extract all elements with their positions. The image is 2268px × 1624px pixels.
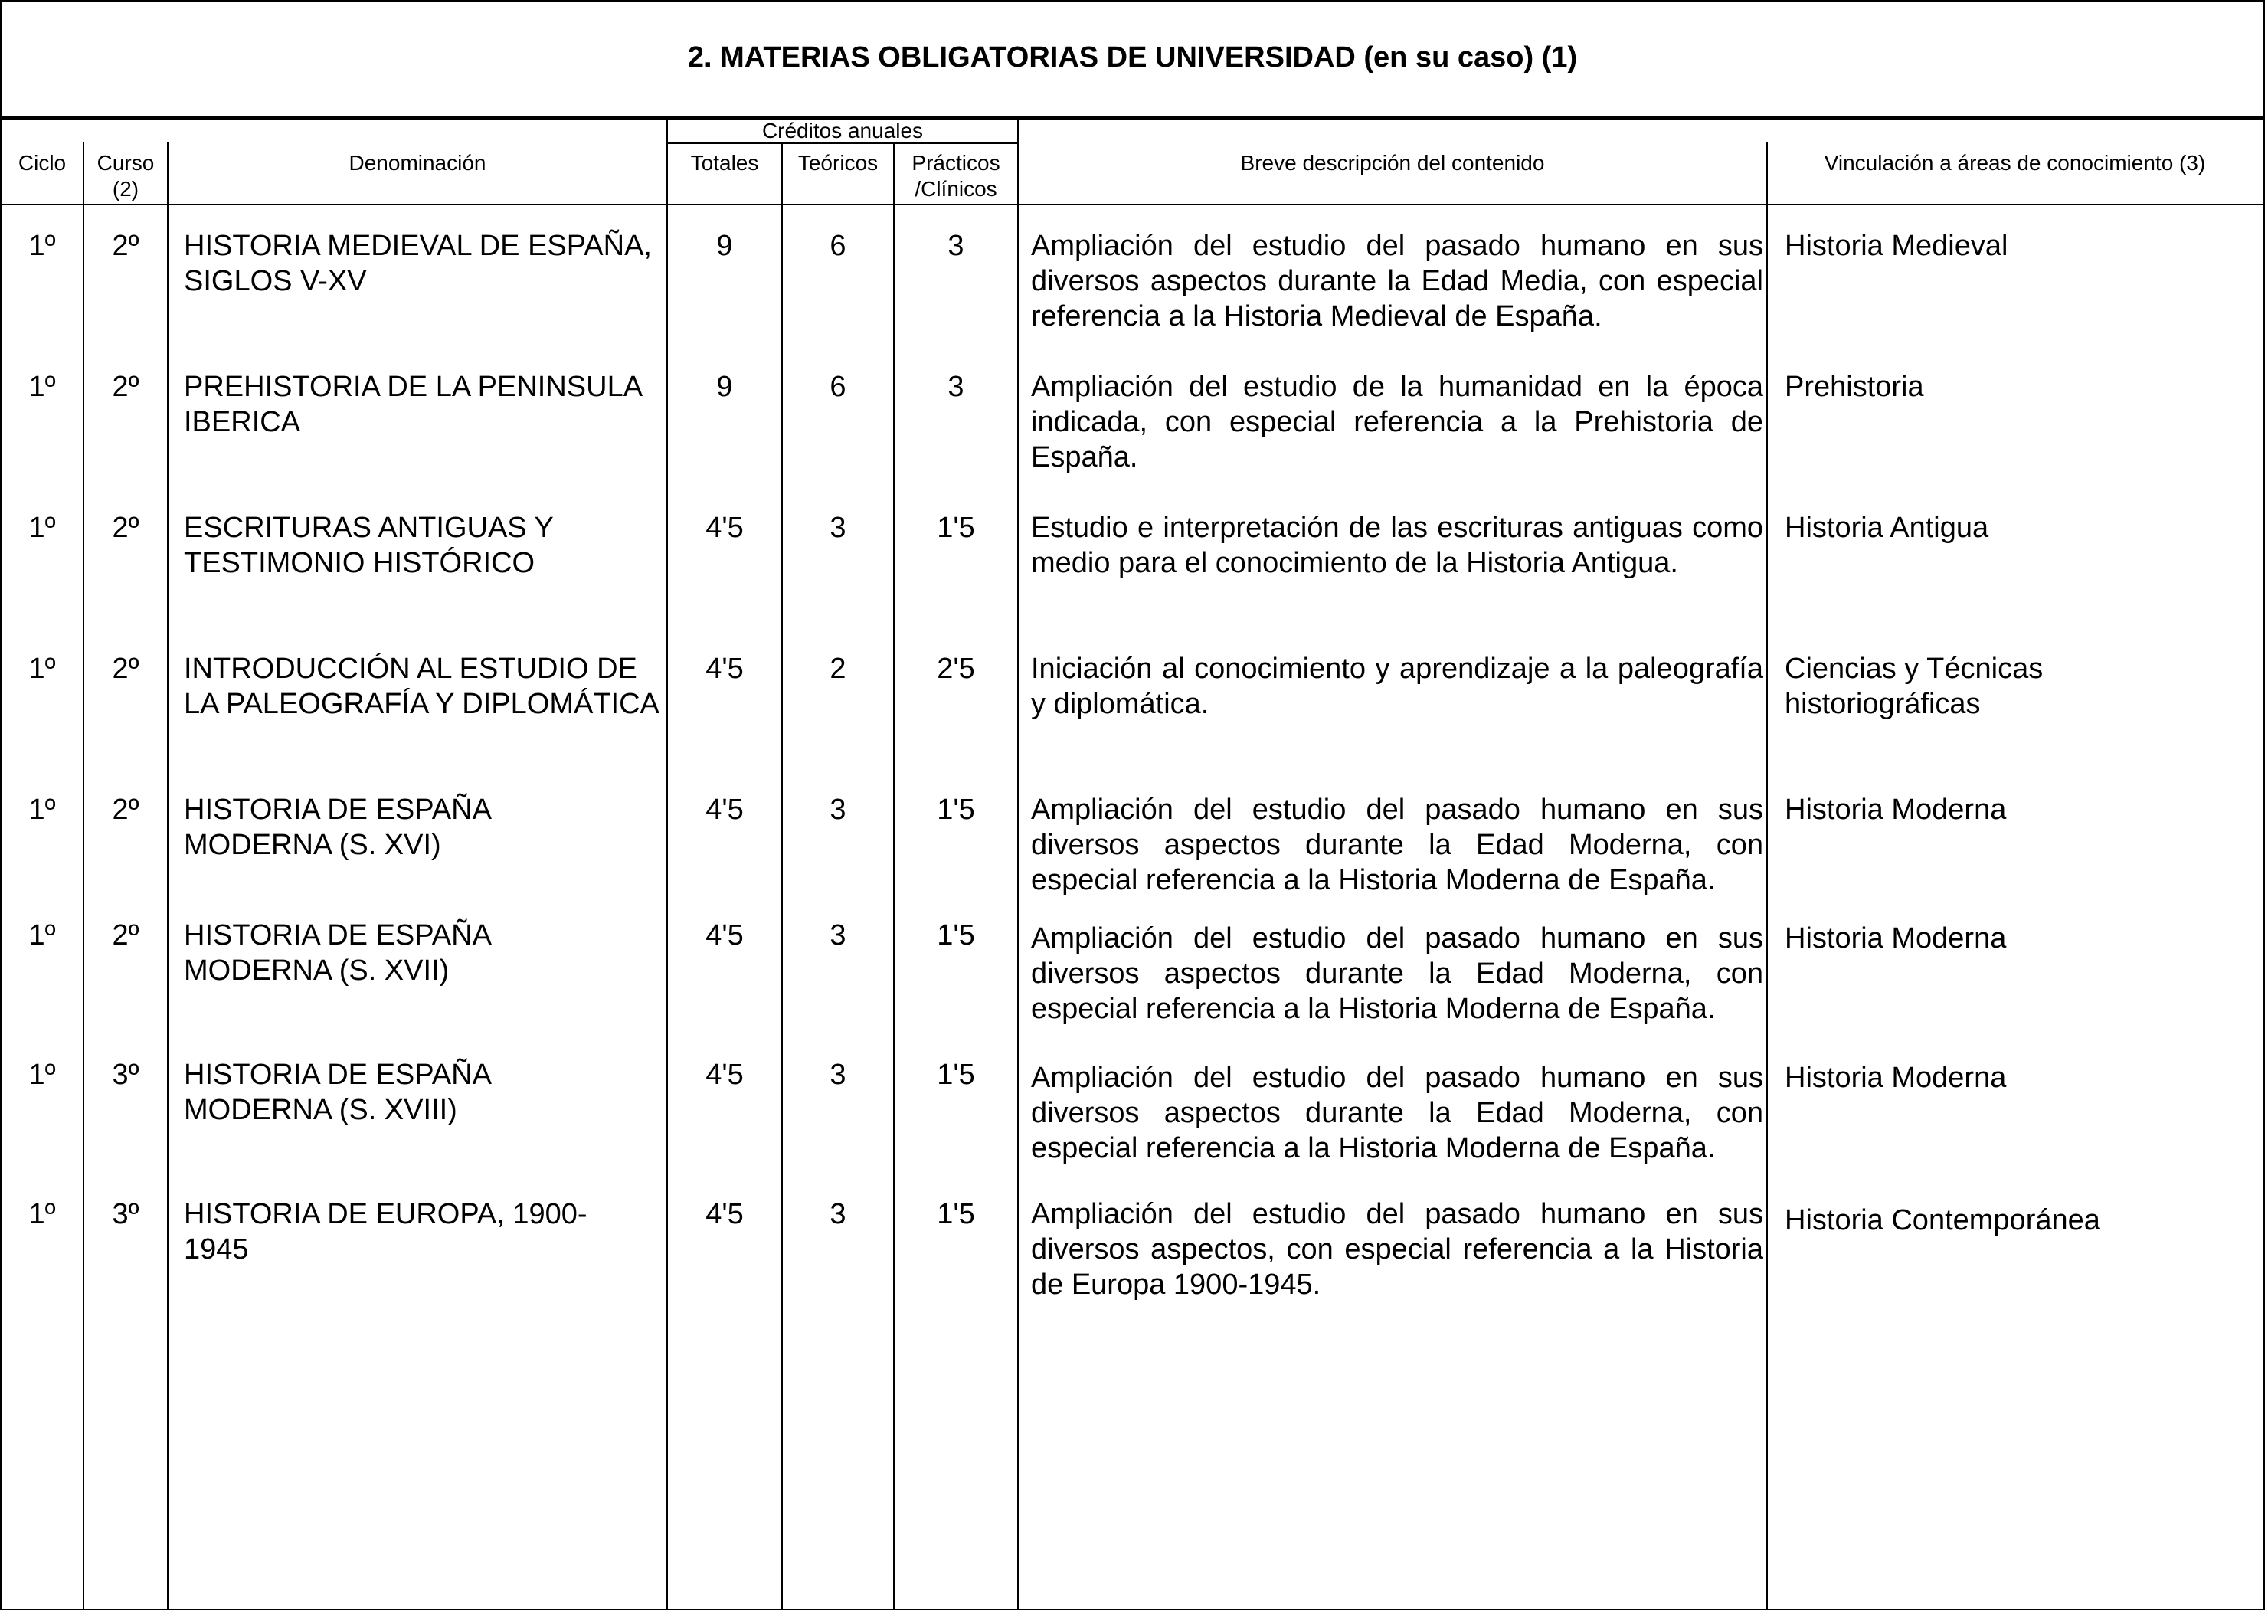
row-5-curso: 2º [112,919,139,951]
row-7-area: Historia Contemporánea [1785,1204,2100,1236]
row-0-curso: 2º [112,230,139,262]
row-6-teoricos: 3 [830,1059,846,1091]
row-2-denominacion: ESCRITURAS ANTIGUAS Y TESTIMONIO HISTÓRICO [184,512,554,579]
row-0-teoricos: 6 [830,230,846,262]
header-practicos-label: Prácticos [911,151,1000,175]
row-2-curso: 2º [112,512,139,544]
row-6-area: Historia Moderna [1785,1062,2007,1094]
row-2-descripcion: Estudio e interpretación de las escrituras antiguas como medio para el conocimiento de la Historia Antigua. [1031,512,1763,579]
row-2-ciclo: 1º [28,512,56,544]
row-5-teoricos: 3 [830,919,846,951]
col-line-descripcion [1766,142,1768,1610]
row-1-teoricos: 6 [830,371,846,403]
row-1-descripcion: Ampliación del estudio de la humanidad en la época indicada, con especial referencia a la Prehistoria de España. [1031,371,1763,473]
row-4-totales: 4'5 [705,794,744,826]
row-7-curso: 3º [112,1198,139,1230]
row-6-denominacion: HISTORIA DE ESPAÑA MODERNA (S. XVIII) [184,1059,490,1126]
row-1-practicos: 3 [947,371,964,403]
row-4-curso: 2º [112,794,139,826]
row-5-denominacion: HISTORIA DE ESPAÑA MODERNA (S. XVII) [184,919,490,987]
row-3-teoricos: 2 [830,653,846,685]
row-3-totales: 4'5 [705,653,744,685]
row-4-ciclo: 1º [28,794,56,826]
header-teoricos: Teóricos [797,151,879,175]
row-3-descripcion: Iniciación al conocimiento y aprendizaje a la paleografía y diplomática. [1031,653,1763,720]
header-curso-label: Curso [97,151,155,175]
row-4-area: Historia Moderna [1785,794,2007,826]
title-box [2,2,2263,118]
row-4-descripcion: Ampliación del estudio del pasado humano en sus diversos aspectos durante la Edad Moderna, con especial referencia a la Historia Moderna de España. [1031,794,1763,896]
row-0-practicos: 3 [947,230,964,262]
row-6-curso: 3º [112,1059,139,1091]
row-5-totales: 4'5 [705,919,744,951]
row-1-totales: 9 [716,371,733,403]
page-title: 2. MATERIAS OBLIGATORIAS DE UNIVERSIDAD (en su caso) (1) [687,41,1578,74]
row-1-ciclo: 1º [28,371,56,403]
row-1-curso: 2º [112,371,139,403]
header-curso-note: (2) [112,177,139,201]
row-7-descripcion: Ampliación del estudio del pasado humano en sus diversos aspectos, con especial referencia a la Historia de Europa 1900-1945. [1031,1198,1763,1301]
header-totales: Totales [690,151,759,175]
row-7-denominacion: HISTORIA DE EUROPA, 1900-1945 [184,1198,587,1265]
row-0-area: Historia Medieval [1785,230,2008,262]
row-6-totales: 4'5 [705,1059,744,1091]
col-line-teoricos [893,142,895,1610]
row-4-denominacion: HISTORIA DE ESPAÑA MODERNA (S. XVI) [184,794,490,861]
row-7-practicos: 1'5 [937,1198,975,1230]
row-2-area: Historia Antigua [1785,512,1989,544]
row-3-ciclo: 1º [28,653,56,685]
row-0-descripcion: Ampliación del estudio del pasado humano en sus diversos aspectos durante la Edad Media, con especial referencia a la Historia Medieval de España. [1031,230,1763,332]
header-vinculacion: Vinculación a áreas de conocimiento (3) [1824,151,2206,175]
row-3-area: Ciencias y Técnicas historiográficas [1785,653,2044,720]
row-0-denominacion: HISTORIA MEDIEVAL DE ESPAÑA, SIGLOS V-XV [184,230,652,297]
row-2-teoricos: 3 [830,512,846,544]
col-line-denominacion [666,118,668,1610]
row-2-totales: 4'5 [705,512,744,544]
header-practicos [895,150,1017,202]
col-line-practicos [1017,118,1019,1610]
header-curso [84,150,167,202]
header-top-rule [0,118,2265,120]
col-line-ciclo [83,142,84,1610]
row-5-ciclo: 1º [28,919,56,951]
row-6-descripcion: Ampliación del estudio del pasado humano en sus diversos aspectos durante la Edad Moderna, con especial referencia a la Historia Moderna de España. [1031,1062,1763,1164]
row-2-practicos: 1'5 [937,512,975,544]
header-clinicos-label: /Clínicos [915,177,997,201]
header-denominacion: Denominación [349,151,486,175]
col-line-totales [781,142,783,1610]
row-3-curso: 2º [112,653,139,685]
row-1-area: Prehistoria [1785,371,1924,403]
row-1-denominacion: PREHISTORIA DE LA PENINSULA IBERICA [184,371,641,438]
row-0-totales: 9 [716,230,733,262]
header-descripcion: Breve descripción del contenido [1240,151,1545,175]
row-6-ciclo: 1º [28,1059,56,1091]
row-7-teoricos: 3 [830,1198,846,1230]
row-7-totales: 4'5 [705,1198,744,1230]
row-4-practicos: 1'5 [937,794,975,826]
row-0-ciclo: 1º [28,230,56,262]
row-5-practicos: 1'5 [937,919,975,951]
row-5-area: Historia Moderna [1785,922,2007,954]
row-3-practicos: 2'5 [937,653,975,685]
row-5-descripcion: Ampliación del estudio del pasado humano en sus diversos aspectos durante la Edad Moderna, con especial referencia a la Historia Moderna de España. [1031,922,1763,1025]
header-ciclo: Ciclo [18,151,67,175]
col-line-curso [167,142,169,1610]
row-7-ciclo: 1º [28,1198,56,1230]
row-4-teoricos: 3 [830,794,846,826]
row-3-denominacion: INTRODUCCIÓN AL ESTUDIO DE LA PALEOGRAFÍA Y DIPLOMÁTICA [184,653,659,720]
row-6-practicos: 1'5 [937,1059,975,1091]
header-creditos-anuales: Créditos anuales [761,119,924,142]
header-bottom-rule [0,204,2265,205]
